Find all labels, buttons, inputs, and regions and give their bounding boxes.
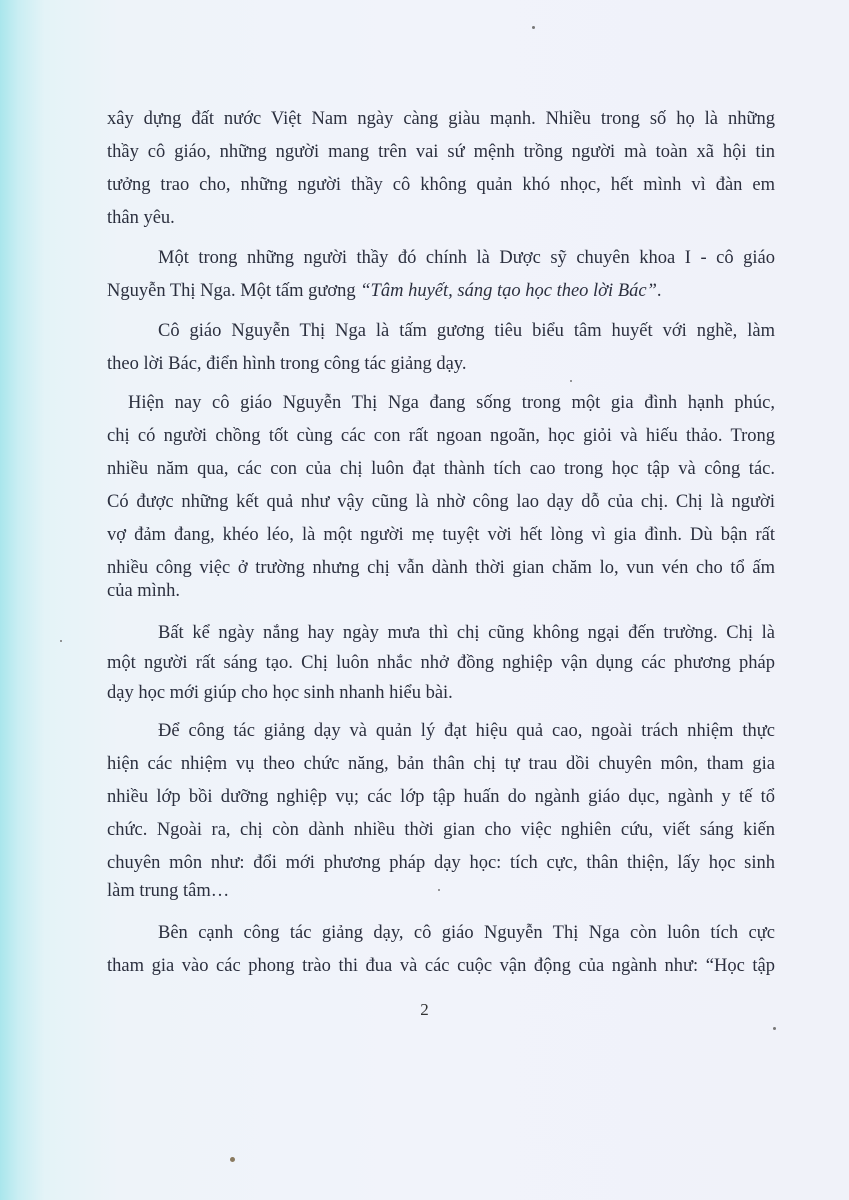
scan-speck: [60, 640, 62, 642]
text-line: nhiều công việc ở trường nhưng chị vẫn dành thời gian chăm lo, vun vén cho tổ ấm: [107, 558, 775, 578]
text-line: Để công tác giảng dạy và quản lý đạt hiệu quả cao, ngoài trách nhiệm thực: [158, 721, 775, 741]
text-line: chức. Ngoài ra, chị còn dành nhiều thời gian cho việc nghiên cứu, viết sáng kiến: [107, 820, 775, 840]
text-line: tưởng trao cho, những người thầy cô không quản khó nhọc, hết mình vì đàn em: [107, 175, 775, 195]
scan-speck: [230, 1157, 235, 1162]
text-line: của mình.: [107, 581, 180, 601]
text-line: Hiện nay cô giáo Nguyễn Thị Nga đang sống trong một gia đình hạnh phúc,: [128, 393, 775, 413]
text-line: Bất kể ngày nắng hay ngày mưa thì chị cũng không ngại đến trường. Chị là: [158, 623, 775, 643]
text-line: chuyên môn như: đổi mới phương pháp dạy học: tích cực, thân thiện, lấy học sinh: [107, 853, 775, 873]
text-run: .: [656, 281, 662, 301]
text-line: chị có người chồng tốt cùng các con rất ngoan ngoãn, học giỏi và hiếu thảo. Trong: [107, 426, 775, 446]
scan-speck: [532, 26, 535, 29]
scan-speck: [773, 1027, 776, 1030]
text-line: tham gia vào các phong trào thi đua và các cuộc vận động của ngành như: “Học tập: [107, 956, 775, 976]
text-line: dạy học mới giúp cho học sinh nhanh hiểu bài.: [107, 683, 453, 703]
text-run: Nguyễn Thị Nga. Một tấm gương: [107, 281, 361, 301]
text-line: vợ đảm đang, khéo léo, là một người mẹ tuyệt vời hết lòng vì gia đình. Dù bận rất: [107, 525, 775, 545]
text-line: làm trung tâm…: [107, 881, 230, 901]
text-line: theo lời Bác, điển hình trong công tác giảng dạy.: [107, 354, 467, 374]
text-line: thầy cô giáo, những người mang trên vai sứ mệnh trồng người mà toàn xã hội tin: [107, 142, 775, 162]
text-line: hiện các nhiệm vụ theo chức năng, bản thân chị tự trau dồi chuyên môn, tham gia: [107, 754, 775, 774]
page-number: 2: [420, 1000, 429, 1019]
scan-speck: [570, 380, 572, 382]
text-line: Bên cạnh công tác giảng dạy, cô giáo Nguyễn Thị Nga còn luôn tích cực: [158, 923, 775, 943]
text-line: Một trong những người thầy đó chính là Dược sỹ chuyên khoa I - cô giáo: [158, 248, 775, 268]
text-line: nhiều năm qua, các con của chị luôn đạt thành tích cao trong học tập và công tác.: [107, 459, 775, 479]
scan-speck: [438, 889, 440, 891]
text-line: một người rất sáng tạo. Chị luôn nhắc nhở đồng nghiệp vận dụng các phương pháp: [107, 653, 775, 673]
text-line: Có được những kết quả như vậy cũng là nhờ công lao dạy dỗ của chị. Chị là người: [107, 492, 775, 512]
text-line: nhiều lớp bồi dưỡng nghiệp vụ; các lớp tập huấn do ngành giáo dục, ngành y tế tổ: [107, 787, 775, 807]
text-line: thân yêu.: [107, 208, 175, 228]
quoted-motto: “Tâm huyết, sáng tạo học theo lời Bác”: [360, 281, 657, 301]
text-line: Cô giáo Nguyễn Thị Nga là tấm gương tiêu biểu tâm huyết với nghề, làm: [158, 321, 775, 341]
text-line: xây dựng đất nước Việt Nam ngày càng giàu mạnh. Nhiều trong số họ là những: [107, 109, 775, 129]
text-line: [107, 279, 662, 303]
